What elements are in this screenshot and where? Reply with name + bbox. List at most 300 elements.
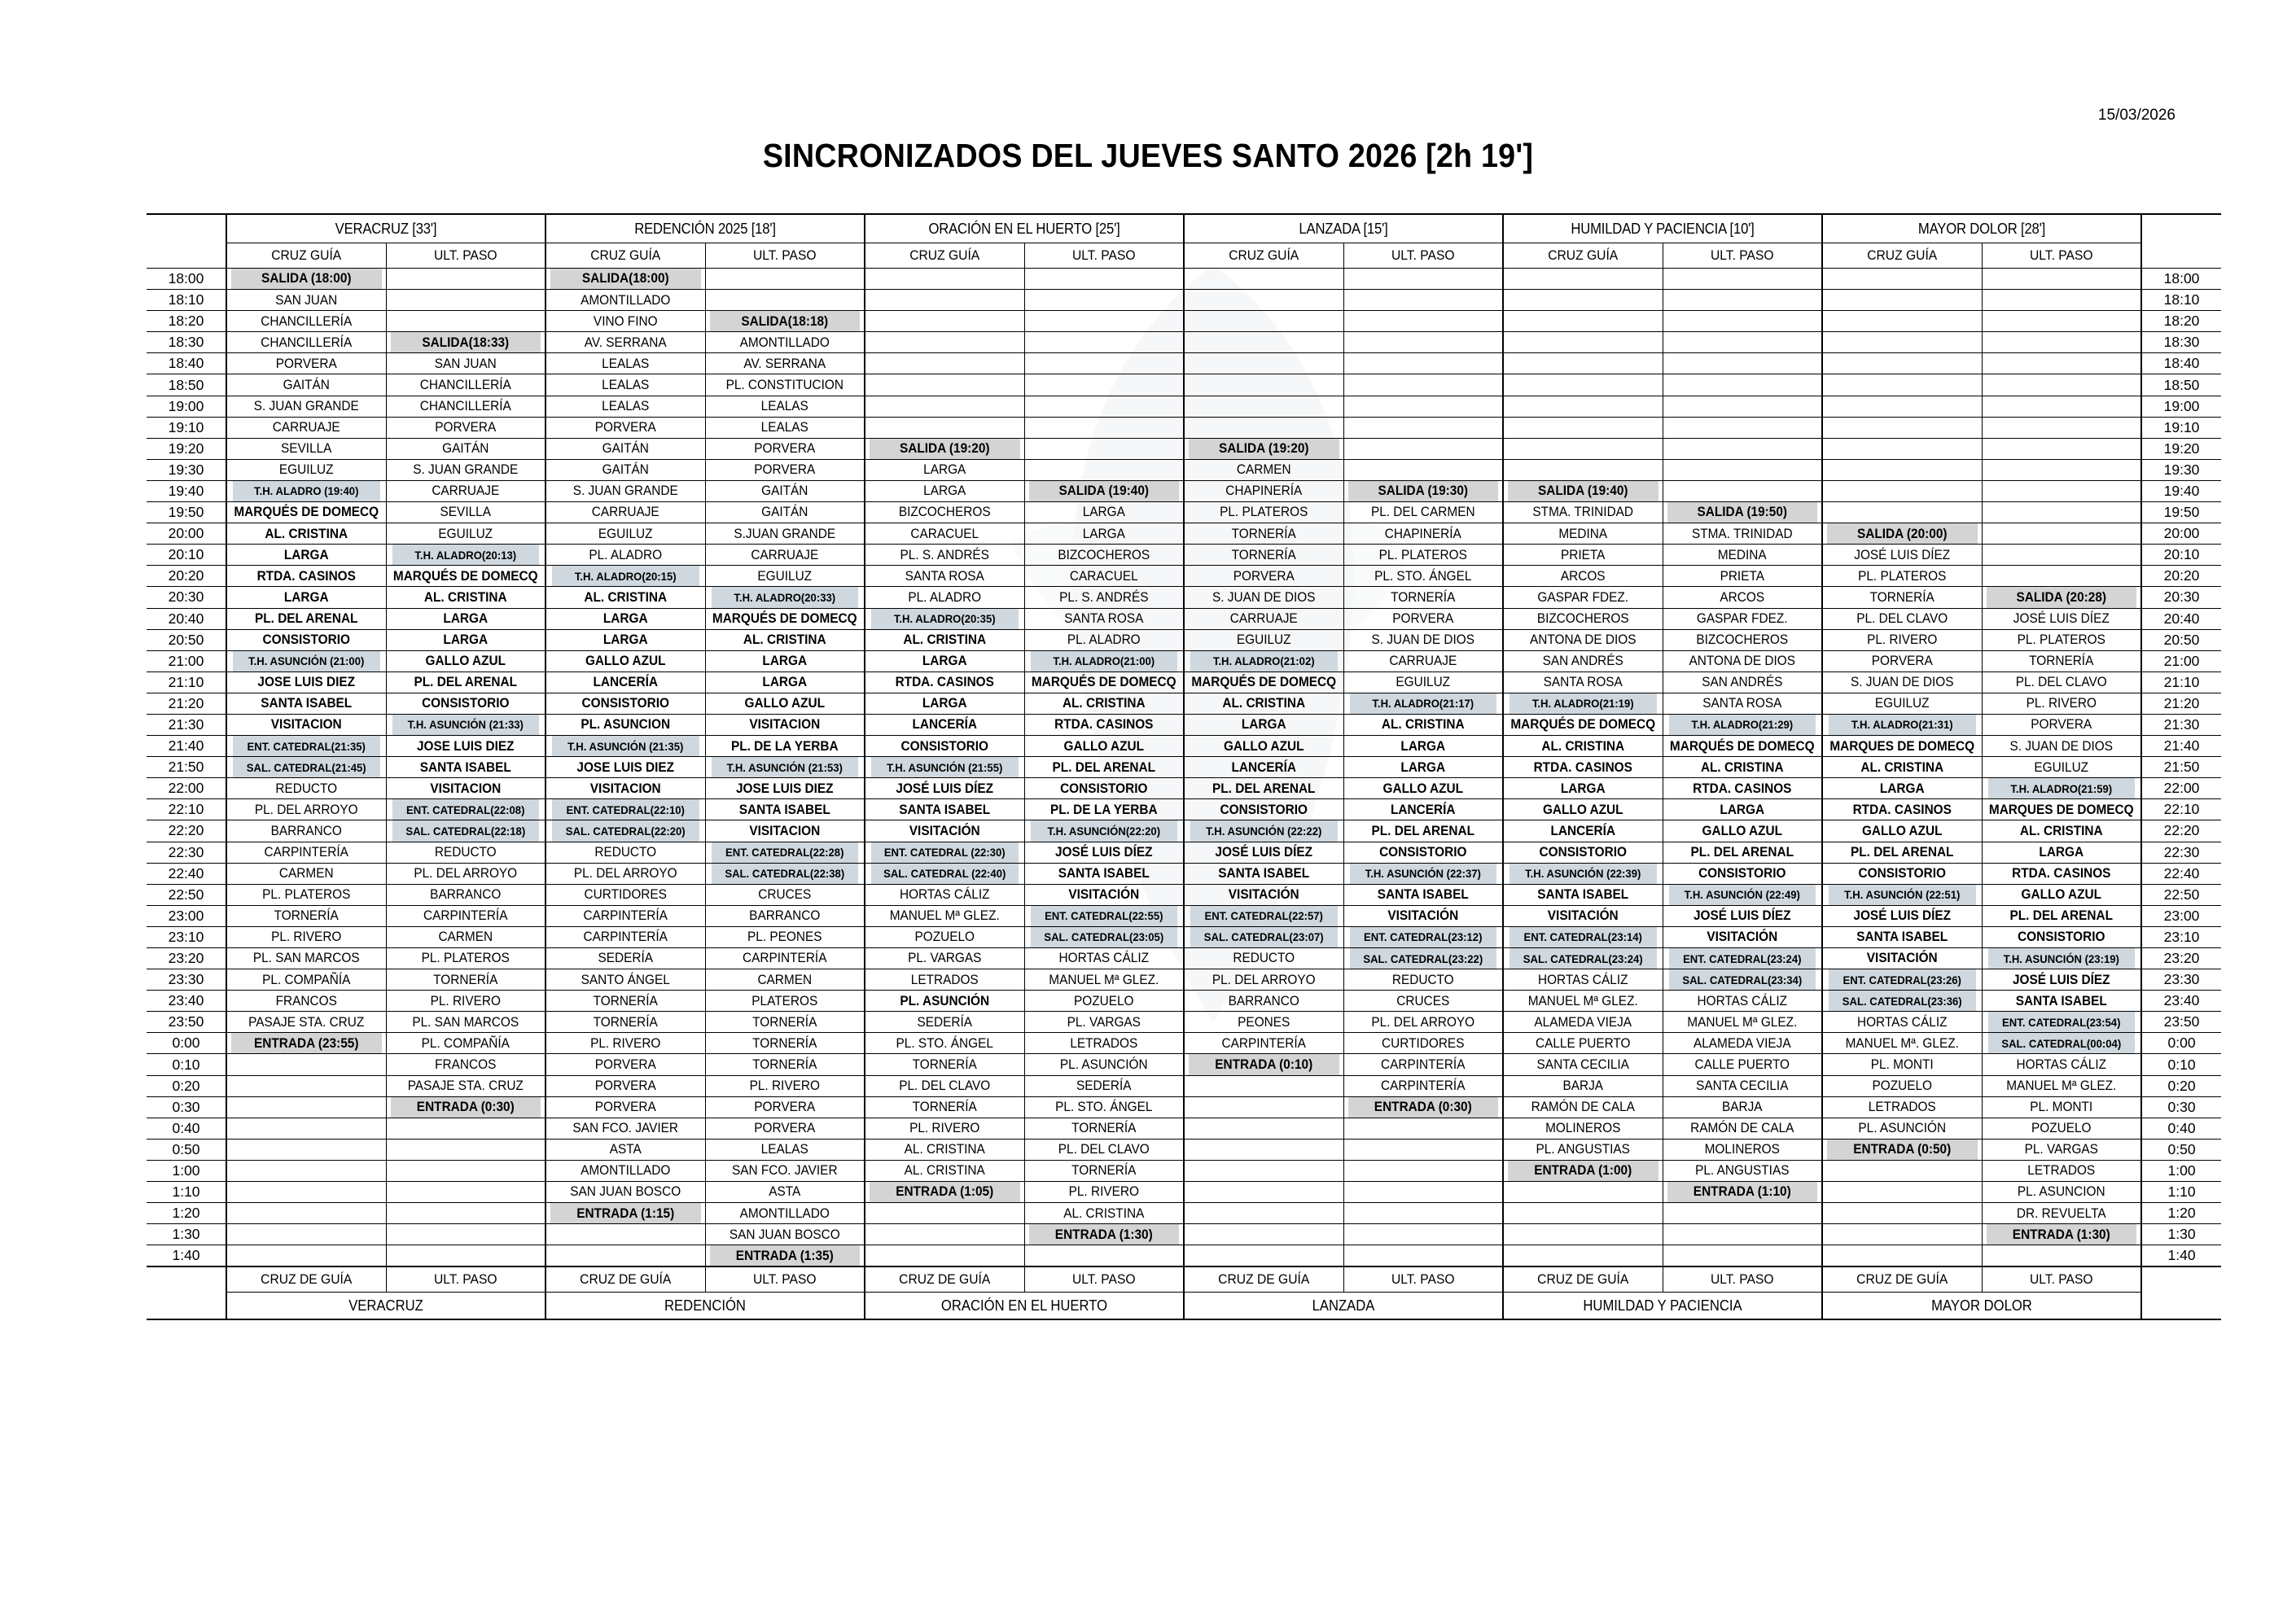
schedule-cell <box>709 269 861 290</box>
schedule-cell-b: SANTA ISABEL <box>390 757 541 778</box>
time-label-left: 18:00 <box>147 269 226 290</box>
time-label-left: 18:50 <box>147 374 226 396</box>
schedule-cell: PL. DEL CLAVO <box>1826 608 1978 629</box>
schedule-cell <box>1826 1182 1978 1203</box>
schedule-cell: GASPAR FDEZ. <box>1667 608 1818 629</box>
schedule-cell: S. JUAN GRANDE <box>390 459 541 480</box>
schedule-cell: SAN JUAN <box>230 290 382 311</box>
footer-ult-paso-3: ULT. PASO <box>1031 1266 1177 1293</box>
schedule-cell-b: VISITACIÓN <box>1667 926 1818 947</box>
schedule-cell: PORVERA <box>550 1075 701 1096</box>
schedule-cell: PL. COMPAÑÍA <box>390 1033 541 1054</box>
time-label-right: 18:10 <box>2141 290 2221 311</box>
schedule-cell <box>1507 290 1658 311</box>
schedule-cell-b: LARGA <box>230 587 382 608</box>
schedule-cell-b: MARQUÉS DE DOMECQ <box>390 566 541 587</box>
schedule-cell-b: GALLO AZUL <box>1507 799 1658 820</box>
time-label-right: 20:50 <box>2141 629 2221 650</box>
schedule-cell-b: LARGA <box>230 545 382 566</box>
table-row <box>147 311 2221 332</box>
schedule-cell <box>1507 396 1658 417</box>
schedule-cell: STMA. TRINIDAD <box>1667 523 1818 545</box>
schedule-cell: BIZCOCHEROS <box>1667 629 1818 650</box>
schedule-cell: CHAPINERÍA <box>1347 523 1499 545</box>
schedule-cell: REDUCTO <box>1347 969 1499 991</box>
table-row <box>147 545 2221 566</box>
schedule-cell-b: GALLO AZUL <box>1986 884 2137 905</box>
time-label-right: 21:40 <box>2141 736 2221 757</box>
table-row <box>147 1203 2221 1224</box>
schedule-cell: PL. ANGUSTIAS <box>1667 1160 1818 1181</box>
schedule-cell: SEDERÍA <box>1028 1075 1180 1096</box>
schedule-cell: S. JUAN GRANDE <box>230 396 382 417</box>
schedule-cell: RAMÓN DE CALA <box>1667 1118 1818 1139</box>
schedule-cell-b: JOSÉ LUIS DÍEZ <box>1667 905 1818 926</box>
schedule-cell <box>1507 1245 1658 1267</box>
schedule-cell-th: T.H. ASUNCIÓN (22:37) <box>1349 863 1497 884</box>
schedule-cell: CURTIDORES <box>1347 1033 1499 1054</box>
schedule-cell: PL. STO. ÁNGEL <box>1347 566 1499 587</box>
schedule-cell: BIZCOCHEROS <box>869 502 1020 523</box>
schedule-cell <box>1188 417 1339 438</box>
schedule-cell: SANTO ÁNGEL <box>550 969 701 991</box>
schedule-cell-th: SAL. CATEDRAL(23:34) <box>1668 969 1816 991</box>
schedule-cell <box>1667 1245 1818 1267</box>
schedule-cell: PL. SAN MARCOS <box>230 948 382 969</box>
schedule-cell <box>1986 353 2137 374</box>
schedule-cell: PL. PLATEROS <box>230 884 382 905</box>
schedule-cell: ASTA <box>709 1182 861 1203</box>
schedule-cell <box>1667 438 1818 459</box>
table-row <box>147 820 2221 842</box>
time-label-right: 0:50 <box>2141 1139 2221 1160</box>
schedule-cell-b: VISITACIÓN <box>1347 905 1499 926</box>
schedule-cell: GAITÁN <box>550 459 701 480</box>
table-row <box>147 693 2221 714</box>
footer-cruz-de-guia-2: CRUZ DE GUÍA <box>552 1266 699 1293</box>
schedule-cell-b: LARGA <box>390 629 541 650</box>
table-row <box>147 290 2221 311</box>
schedule-cell-b: LARGA <box>1667 799 1818 820</box>
schedule-cell: PL. RIVERO <box>1028 1182 1180 1203</box>
time-label-left: 21:30 <box>147 714 226 735</box>
schedule-cell <box>390 1160 541 1181</box>
schedule-cell: GAITÁN <box>709 502 861 523</box>
table-row <box>147 672 2221 693</box>
schedule-cell-b: MARQUES DE DOMECQ <box>1826 736 1978 757</box>
schedule-cell-salida: SALIDA (19:40) <box>1507 480 1658 501</box>
schedule-cell: CARPINTERÍA <box>390 905 541 926</box>
schedule-cell-salida: SALIDA(18:18) <box>709 311 861 332</box>
footer-ult-paso-5: ULT. PASO <box>1669 1266 1816 1293</box>
schedule-cell-b: GALLO AZUL <box>709 693 861 714</box>
group-header-mayor-dolor: MAYOR DOLOR [28'] <box>1838 214 2126 243</box>
table-row <box>147 1118 2221 1139</box>
schedule-cell: SANTA ROSA <box>1507 672 1658 693</box>
schedule-cell <box>1667 353 1818 374</box>
time-label-left: 0:40 <box>147 1118 226 1139</box>
schedule-cell-th: SAL. CATEDRAL(23:36) <box>1828 991 1976 1012</box>
schedule-cell: POZUELO <box>1028 991 1180 1012</box>
schedule-cell-b: LARGA <box>550 608 701 629</box>
schedule-cell: PL. PLATEROS <box>1188 502 1339 523</box>
schedule-cell-b: CONSISTORIO <box>869 736 1020 757</box>
schedule-cell-entrada: ENTRADA (1:30) <box>1986 1224 2137 1245</box>
footer-cruz-de-guia-1: CRUZ DE GUÍA <box>233 1266 379 1293</box>
schedule-cell: EGUILUZ <box>709 566 861 587</box>
schedule-cell: PL. ALADRO <box>869 587 1020 608</box>
schedule-cell: GAITÁN <box>550 438 701 459</box>
schedule-cell <box>1986 480 2137 501</box>
schedule-cell <box>1188 311 1339 332</box>
schedule-cell <box>1347 396 1499 417</box>
subheader-row <box>147 243 2221 269</box>
schedule-cell: PORVERA <box>1986 714 2137 735</box>
schedule-cell: ARCOS <box>1507 566 1658 587</box>
schedule-cell: AV. SERRANA <box>709 353 861 374</box>
time-label-left: 20:50 <box>147 629 226 650</box>
schedule-cell: PL. PLATEROS <box>390 948 541 969</box>
schedule-cell-th: T.H. ASUNCIÓN (21:55) <box>870 757 1019 778</box>
schedule-cell: LETRADOS <box>1826 1096 1978 1118</box>
footer-cruz-de-guia-6: CRUZ DE GUÍA <box>1829 1266 1975 1293</box>
schedule-cell-b: CONSISTORIO <box>1507 842 1658 863</box>
schedule-cell <box>1826 438 1978 459</box>
schedule-cell <box>1347 1245 1499 1267</box>
schedule-cell: CARRUAJE <box>230 417 382 438</box>
schedule-cell-b: VISITACION <box>550 778 701 799</box>
schedule-cell <box>1347 1182 1499 1203</box>
table-row <box>147 353 2221 374</box>
schedule-cell: LETRADOS <box>869 969 1020 991</box>
schedule-cell: PORVERA <box>550 417 701 438</box>
schedule-cell <box>230 1075 382 1096</box>
schedule-cell: HORTAS CÁLIZ <box>1826 1012 1978 1033</box>
schedule-cell-b: RTDA. CASINOS <box>1667 778 1818 799</box>
schedule-cell: S. JUAN DE DIOS <box>1188 587 1339 608</box>
schedule-cell: SANTA ROSA <box>1667 693 1818 714</box>
schedule-cell: PL. CONSTITUCION <box>709 374 861 396</box>
schedule-cell: REDUCTO <box>230 778 382 799</box>
schedule-cell: AMONTILLADO <box>550 290 701 311</box>
schedule-cell-b: VISITACIÓN <box>1826 948 1978 969</box>
schedule-cell: FRANCOS <box>230 991 382 1012</box>
schedule-cell: TORNERÍA <box>230 905 382 926</box>
schedule-cell <box>1826 1245 1978 1267</box>
schedule-cell-b: PL. DEL ARENAL <box>1826 842 1978 863</box>
subheader-cruz-guia-2: CRUZ GUÍA <box>552 243 699 269</box>
schedule-cell <box>1826 374 1978 396</box>
schedule-cell: BIZCOCHEROS <box>1507 608 1658 629</box>
corner-blank-left-2 <box>147 243 226 269</box>
schedule-cell-b: AL. CRISTINA <box>1188 693 1339 714</box>
schedule-cell-b: LANCERÍA <box>1347 799 1499 820</box>
schedule-cell: BARRANCO <box>1188 991 1339 1012</box>
schedule-cell: TORNERÍA <box>1826 587 1978 608</box>
schedule-cell-salida: SALIDA(18:00) <box>550 269 701 290</box>
schedule-cell-b: VISITACIÓN <box>1507 905 1658 926</box>
schedule-cell: REDUCTO <box>550 842 701 863</box>
schedule-cell-th: SAL. CATEDRAL(22:18) <box>392 820 540 842</box>
time-label-left: 20:40 <box>147 608 226 629</box>
schedule-cell-b: LARGA <box>1986 842 2137 863</box>
schedule-cell: PORVERA <box>709 1118 861 1139</box>
time-label-right: 18:40 <box>2141 353 2221 374</box>
schedule-cell <box>1667 374 1818 396</box>
schedule-cell: EGUILUZ <box>1986 757 2137 778</box>
footer-group-veracruz: VERACRUZ <box>243 1293 530 1320</box>
schedule-cell: ALAMEDA VIEJA <box>1507 1012 1658 1033</box>
schedule-cell <box>869 1203 1020 1224</box>
schedule-cell: BARJA <box>1507 1075 1658 1096</box>
schedule-cell: PORVERA <box>230 353 382 374</box>
schedule-cell: TORNERÍA <box>1028 1160 1180 1181</box>
schedule-cell <box>230 1139 382 1160</box>
schedule-cell-b: RTDA. CASINOS <box>1986 863 2137 884</box>
schedule-cell-th: SAL. CATEDRAL (22:40) <box>870 863 1019 884</box>
table-row <box>147 757 2221 778</box>
table-row <box>147 1012 2221 1033</box>
schedule-cell-b: GALLO AZUL <box>550 650 701 672</box>
subheader-ult-paso-3: ULT. PASO <box>1031 243 1177 269</box>
schedule-cell-th: ENT. CATEDRAL(23:54) <box>1987 1012 2136 1033</box>
schedule-cell <box>869 332 1020 353</box>
schedule-cell <box>1188 1118 1339 1139</box>
schedule-cell <box>1507 311 1658 332</box>
schedule-cell: TORNERÍA <box>1028 1118 1180 1139</box>
footer-ult-paso-1: ULT. PASO <box>392 1266 539 1293</box>
schedule-cell: S. JUAN DE DIOS <box>1826 672 1978 693</box>
schedule-cell-entrada: ENTRADA (0:10) <box>1188 1054 1339 1075</box>
schedule-cell <box>1986 417 2137 438</box>
schedule-cell: BARRANCO <box>709 905 861 926</box>
time-label-right: 1:30 <box>2141 1224 2221 1245</box>
time-label-left: 21:00 <box>147 650 226 672</box>
schedule-cell: PEONES <box>1188 1012 1339 1033</box>
table-row <box>147 587 2221 608</box>
schedule-cell-b: JOSE LUIS DIEZ <box>390 736 541 757</box>
schedule-cell-b: JOSÉ LUIS DÍEZ <box>1028 842 1180 863</box>
time-label-right: 19:50 <box>2141 502 2221 523</box>
time-label-left: 19:30 <box>147 459 226 480</box>
schedule-cell-b: GALLO AZUL <box>1028 736 1180 757</box>
time-label-right: 1:00 <box>2141 1160 2221 1181</box>
table-row <box>147 480 2221 501</box>
schedule-cell: SAN ANDRÉS <box>1667 672 1818 693</box>
schedule-cell-b: CONSISTORIO <box>1667 863 1818 884</box>
schedule-cell <box>1188 1224 1339 1245</box>
schedule-cell-b: GALLO AZUL <box>1667 820 1818 842</box>
schedule-cell-b: CONSISTORIO <box>1347 842 1499 863</box>
schedule-cell-b: CONSISTORIO <box>1188 799 1339 820</box>
group-header-humildad-paciencia: HUMILDAD Y PACIENCIA [10'] <box>1519 214 1807 243</box>
schedule-cell <box>230 1160 382 1181</box>
schedule-cell <box>1507 1182 1658 1203</box>
schedule-cell: PL. DEL ARROYO <box>550 863 701 884</box>
time-label-left: 22:00 <box>147 778 226 799</box>
schedule-cell <box>1188 1096 1339 1118</box>
time-label-right: 0:20 <box>2141 1075 2221 1096</box>
time-label-left: 22:20 <box>147 820 226 842</box>
schedule-cell: JOSÉ LUIS DÍEZ <box>1826 545 1978 566</box>
time-label-right: 23:20 <box>2141 948 2221 969</box>
schedule-cell: HORTAS CÁLIZ <box>869 884 1020 905</box>
schedule-cell: BIZCOCHEROS <box>1028 545 1180 566</box>
schedule-cell-b: SANTA ISABEL <box>1986 991 2137 1012</box>
schedule-cell: PRIETA <box>1667 566 1818 587</box>
schedule-cell: CARMEN <box>230 863 382 884</box>
schedule-cell-entrada: ENTRADA (1:05) <box>869 1182 1020 1203</box>
time-label-right: 19:30 <box>2141 459 2221 480</box>
footer-group-mayor-dolor: MAYOR DOLOR <box>1838 1293 2126 1320</box>
schedule-cell-salida: SALIDA (19:50) <box>1667 502 1818 523</box>
schedule-cell <box>1667 480 1818 501</box>
time-label-left: 21:50 <box>147 757 226 778</box>
time-label-right: 22:00 <box>2141 778 2221 799</box>
schedule-cell: CARPINTERÍA <box>550 905 701 926</box>
schedule-cell-b: AL. CRISTINA <box>1507 736 1658 757</box>
schedule-cell-b: LARGA <box>869 650 1020 672</box>
subheader-cruz-guia-3: CRUZ GUÍA <box>871 243 1018 269</box>
time-label-right: 21:20 <box>2141 693 2221 714</box>
schedule-cell <box>1986 332 2137 353</box>
schedule-cell: CURTIDORES <box>550 884 701 905</box>
schedule-cell: LEALAS <box>709 417 861 438</box>
page-title: SINCRONIZADOS DEL JUEVES SANTO 2026 [2h 19'] <box>762 137 1534 174</box>
footer-cruz-de-guia-3: CRUZ DE GUÍA <box>871 1266 1018 1293</box>
time-label-left: 20:30 <box>147 587 226 608</box>
schedule-cell <box>1507 417 1658 438</box>
schedule-cell <box>230 1203 382 1224</box>
table-row <box>147 459 2221 480</box>
time-label-right: 20:00 <box>2141 523 2221 545</box>
schedule-cell <box>1986 523 2137 545</box>
schedule-cell-b: MARQUÉS DE DOMECQ <box>1667 736 1818 757</box>
time-label-right: 19:20 <box>2141 438 2221 459</box>
schedule-cell: TORNERÍA <box>1188 545 1339 566</box>
schedule-cell: SANTA ROSA <box>869 566 1020 587</box>
schedule-cell: CHAPINERÍA <box>1188 480 1339 501</box>
footer-group-humildad-paciencia: HUMILDAD Y PACIENCIA <box>1519 1293 1807 1320</box>
time-label-right: 23:50 <box>2141 1012 2221 1033</box>
time-label-right: 21:10 <box>2141 672 2221 693</box>
schedule-cell: CARPINTERÍA <box>550 926 701 947</box>
schedule-cell-salida: SALIDA(18:33) <box>390 332 541 353</box>
schedule-cell: SEDERÍA <box>869 1012 1020 1033</box>
schedule-cell-b: PL. DEL ARENAL <box>1347 820 1499 842</box>
schedule-cell: BARRANCO <box>390 884 541 905</box>
table-row <box>147 438 2221 459</box>
table-row <box>147 332 2221 353</box>
table-row <box>147 1139 2221 1160</box>
schedule-cell-th: SAL. CATEDRAL(23:05) <box>1030 926 1178 947</box>
schedule-cell: S. JUAN DE DIOS <box>1986 736 2137 757</box>
schedule-cell: PLATEROS <box>709 991 861 1012</box>
schedule-cell: MEDINA <box>1667 545 1818 566</box>
schedule-cell: LEALAS <box>550 374 701 396</box>
schedule-cell <box>1347 1160 1499 1181</box>
schedule-cell-b: AL. CRISTINA <box>390 587 541 608</box>
schedule-cell <box>869 396 1020 417</box>
schedule-cell-b: AL. CRISTINA <box>550 587 701 608</box>
schedule-cell <box>869 269 1020 290</box>
schedule-cell <box>230 1054 382 1075</box>
schedule-cell <box>869 1245 1020 1267</box>
table-row <box>147 1054 2221 1075</box>
schedule-cell: ARCOS <box>1667 587 1818 608</box>
schedule-cell-th: T.H. ASUNCIÓN(22:20) <box>1030 820 1178 842</box>
schedule-cell: MOLINEROS <box>1507 1118 1658 1139</box>
schedule-cell: MOLINEROS <box>1667 1139 1818 1160</box>
schedule-cell <box>869 374 1020 396</box>
schedule-cell <box>1028 332 1180 353</box>
time-label-right: 21:50 <box>2141 757 2221 778</box>
corner-blank-right-3 <box>2145 1266 2218 1293</box>
schedule-cell-entrada: ENTRADA (23:55) <box>230 1033 382 1054</box>
schedule-cell <box>1028 438 1180 459</box>
schedule-cell-b: SANTA ISABEL <box>1028 863 1180 884</box>
table-row <box>147 1182 2221 1203</box>
time-label-left: 0:50 <box>147 1139 226 1160</box>
schedule-cell <box>1986 374 2137 396</box>
schedule-cell-entrada: ENTRADA (1:15) <box>550 1203 701 1224</box>
schedule-cell-th: ENT. CATEDRAL(22:57) <box>1190 905 1338 926</box>
schedule-cell-th: ENT. CATEDRAL(22:55) <box>1030 905 1178 926</box>
schedule-cell-th: SAL. CATEDRAL(23:22) <box>1349 948 1497 969</box>
schedule-cell-b: AL. CRISTINA <box>869 629 1020 650</box>
footer-ult-paso-6: ULT. PASO <box>1988 1266 2135 1293</box>
schedule-cell: AL. CRISTINA <box>1028 1203 1180 1224</box>
schedule-cell: AMONTILLADO <box>709 332 861 353</box>
schedule-cell <box>1188 1075 1339 1096</box>
schedule-cell <box>1028 353 1180 374</box>
time-label-right: 20:20 <box>2141 566 2221 587</box>
schedule-cell: GASPAR FDEZ. <box>1507 587 1658 608</box>
time-label-right: 23:30 <box>2141 969 2221 991</box>
schedule-cell-b: GALLO AZUL <box>1826 820 1978 842</box>
table-row <box>147 650 2221 672</box>
schedule-cell <box>390 1118 541 1139</box>
schedule-cell-b: LARGA <box>709 650 861 672</box>
schedule-cell: TORNERÍA <box>869 1054 1020 1075</box>
schedule-cell: MANUEL Mª GLEZ. <box>1507 991 1658 1012</box>
schedule-cell: LARGA <box>1028 502 1180 523</box>
table-row <box>147 523 2221 545</box>
schedule-cell: PRIETA <box>1507 545 1658 566</box>
schedule-cell <box>230 1245 382 1267</box>
time-label-right: 20:10 <box>2141 545 2221 566</box>
schedule-cell-th: ENT. CATEDRAL(22:10) <box>551 799 699 820</box>
schedule-cell-entrada: ENTRADA (1:30) <box>1028 1224 1180 1245</box>
time-label-left: 23:10 <box>147 926 226 947</box>
schedule-cell-th: T.H. ASUNCIÓN (21:53) <box>711 757 859 778</box>
schedule-cell: AV. SERRANA <box>550 332 701 353</box>
schedule-cell-b: SANTA ISABEL <box>230 693 382 714</box>
schedule-cell-th: T.H. ASUNCIÓN (22:51) <box>1828 884 1976 905</box>
schedule-cell: TORNERÍA <box>390 969 541 991</box>
time-label-right: 22:20 <box>2141 820 2221 842</box>
schedule-cell-th: T.H. ASUNCIÓN (21:33) <box>392 714 540 735</box>
time-label-left: 22:10 <box>147 799 226 820</box>
schedule-cell-b: AL. CRISTINA <box>1826 757 1978 778</box>
schedule-cell-b: VISITACION <box>709 820 861 842</box>
schedule-cell-b: CONSISTORIO <box>1028 778 1180 799</box>
schedule-cell: PORVERA <box>550 1096 701 1118</box>
schedule-cell-th: ENT. CATEDRAL(22:28) <box>711 842 859 863</box>
schedule-cell: EGUILUZ <box>390 523 541 545</box>
time-label-right: 22:30 <box>2141 842 2221 863</box>
schedule-cell-entrada: ENTRADA (1:10) <box>1667 1182 1818 1203</box>
